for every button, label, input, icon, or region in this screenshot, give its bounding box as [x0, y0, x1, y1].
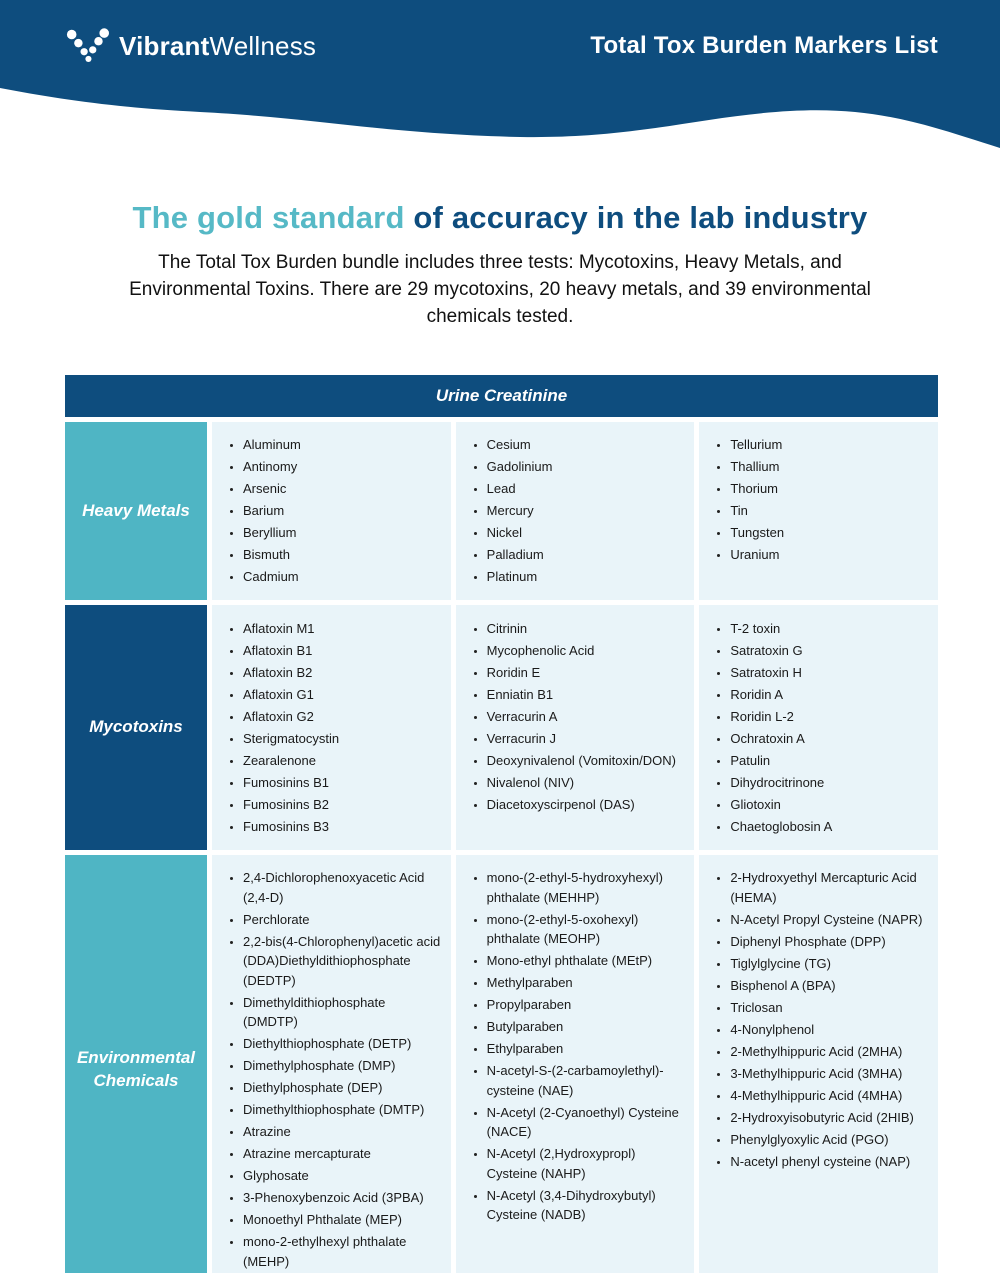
- marker-list: [703, 868, 928, 1171]
- marker-item: • Bismuth: [243, 545, 441, 565]
- marker-item: • Deoxynivalenol (Vomitoxin/DON): [487, 751, 685, 771]
- marker-list-cell: [212, 855, 451, 1273]
- marker-item: • Monoethyl Phthalate (MEP): [243, 1210, 441, 1230]
- marker-item: • Aflatoxin B1: [243, 641, 441, 661]
- brand-logo: [65, 26, 316, 66]
- marker-item: • Enniatin B1: [487, 685, 685, 705]
- table-row: [65, 855, 938, 1273]
- marker-item: • Aflatoxin B2: [243, 663, 441, 683]
- marker-item: • Mycophenolic Acid: [487, 641, 685, 661]
- marker-item: • Propylparaben: [487, 995, 685, 1015]
- marker-item: • Ethylparaben: [487, 1039, 685, 1059]
- page-title: [0, 200, 1000, 236]
- marker-item: • Fumosinins B1: [243, 773, 441, 793]
- header-banner: [0, 0, 1000, 160]
- marker-item: • Roridin E: [487, 663, 685, 683]
- table-header: Urine Creatinine: [65, 375, 938, 417]
- marker-item: • Cadmium: [243, 567, 441, 587]
- marker-item: • 2-Hydroxyethyl Mercapturic Acid (HEMA): [730, 868, 928, 907]
- document-title: Total Tox Burden Markers List: [590, 32, 938, 59]
- marker-item: • Aflatoxin M1: [243, 619, 441, 639]
- marker-item: • Dimethylphosphate (DMP): [243, 1056, 441, 1076]
- page-title-highlight: The gold standard: [132, 200, 405, 235]
- marker-item: • N-Acetyl Propyl Cysteine (NAPR): [730, 910, 928, 930]
- marker-item: • Beryllium: [243, 523, 441, 543]
- marker-item: • Tiglylglycine (TG): [730, 954, 928, 974]
- marker-item: • Dihydrocitrinone: [730, 773, 928, 793]
- marker-item: • Gliotoxin: [730, 795, 928, 815]
- marker-item: • Fumosinins B3: [243, 817, 441, 837]
- marker-list-cell: [456, 855, 695, 1273]
- marker-item: • Roridin A: [730, 685, 928, 705]
- marker-item: • Nivalenol (NIV): [487, 773, 685, 793]
- table-row: [65, 422, 938, 601]
- marker-item: • Lead: [487, 479, 685, 499]
- header-content: [65, 26, 938, 66]
- marker-item: • Thallium: [730, 457, 928, 477]
- vibrant-wellness-logo-icon: [65, 26, 109, 66]
- marker-item: • Dimethylthiophosphate (DMTP): [243, 1100, 441, 1120]
- marker-item: • Triclosan: [730, 998, 928, 1018]
- intro-description: The Total Tox Burden bundle includes three tests: Mycotoxins, Heavy Metals, and Environmental Toxins. There are 29 mycotoxins, 20 heavy metals, and 39 environmental chemicals tested.: [129, 252, 871, 327]
- marker-item: • mono-2-ethylhexyl phthalate (MEHP): [243, 1232, 441, 1271]
- marker-item: • Verracurin A: [487, 707, 685, 727]
- marker-item: • Barium: [243, 501, 441, 521]
- marker-item: • mono-(2-ethyl-5-hydroxyhexyl) phthalate (MEHHP): [487, 868, 685, 907]
- marker-list-cell: [699, 605, 938, 850]
- marker-item: • 2,4-Dichlorophenoxyacetic Acid (2,4-D): [243, 868, 441, 907]
- marker-item: • N-acetyl-S-(2-carbamoylethyl)-cysteine (NAE): [487, 1061, 685, 1100]
- marker-item: • Tin: [730, 501, 928, 521]
- marker-item: • Thorium: [730, 479, 928, 499]
- marker-item: • mono-(2-ethyl-5-oxohexyl) phthalate (MEOHP): [487, 910, 685, 949]
- marker-item: • Antinomy: [243, 457, 441, 477]
- marker-item: • Bisphenol A (BPA): [730, 976, 928, 996]
- marker-list-cell: [456, 422, 695, 601]
- brand-name-light: Wellness: [209, 30, 317, 61]
- row-label: Mycotoxins: [65, 605, 207, 850]
- marker-list: [460, 619, 685, 815]
- marker-item: • Diacetoxyscirpenol (DAS): [487, 795, 685, 815]
- marker-item: • T-2 toxin: [730, 619, 928, 639]
- marker-item: • Uranium: [730, 545, 928, 565]
- marker-list-cell: [699, 855, 938, 1273]
- row-label: Environmental Chemicals: [65, 855, 207, 1273]
- marker-item: • Diethylthiophosphate (DETP): [243, 1034, 441, 1054]
- marker-item: • Diethylphosphate (DEP): [243, 1078, 441, 1098]
- marker-item: • Mercury: [487, 501, 685, 521]
- marker-item: • Nickel: [487, 523, 685, 543]
- marker-item: • Roridin L-2: [730, 707, 928, 727]
- marker-item: • N-Acetyl (3,4-Dihydroxybutyl) Cysteine (NADB): [487, 1186, 685, 1225]
- marker-item: • Fumosinins B2: [243, 795, 441, 815]
- marker-item: • 2-Methylhippuric Acid (2MHA): [730, 1042, 928, 1062]
- marker-list: [703, 435, 928, 565]
- marker-item: • Citrinin: [487, 619, 685, 639]
- marker-item: • Mono-ethyl phthalate (MEtP): [487, 951, 685, 971]
- marker-item: • 2,2-bis(4-Chlorophenyl)acetic acid (DDA)Diethyldithiophosphate (DEDTP): [243, 932, 441, 991]
- marker-item: • Cesium: [487, 435, 685, 455]
- marker-list-cell: [456, 605, 695, 850]
- marker-item: • Arsenic: [243, 479, 441, 499]
- marker-list-cell: [212, 422, 451, 601]
- markers-table: [65, 375, 938, 1273]
- header-wave: [0, 0, 1000, 160]
- marker-item: • Aluminum: [243, 435, 441, 455]
- marker-list: [703, 619, 928, 837]
- marker-item: • Methylparaben: [487, 973, 685, 993]
- marker-item: • Butylparaben: [487, 1017, 685, 1037]
- marker-list: [460, 868, 685, 1225]
- marker-item: • Platinum: [487, 567, 685, 587]
- marker-list: [460, 435, 685, 587]
- marker-item: • Atrazine: [243, 1122, 441, 1142]
- marker-item: • N-Acetyl (2-Cyanoethyl) Cysteine (NACE): [487, 1103, 685, 1142]
- marker-item: • Verracurin J: [487, 729, 685, 749]
- brand-name: [119, 31, 316, 62]
- marker-list-cell: [212, 605, 451, 850]
- marker-list: [216, 619, 441, 837]
- table-row: [65, 605, 938, 850]
- marker-item: • Dimethyldithiophosphate (DMDTP): [243, 993, 441, 1032]
- marker-list: [216, 868, 441, 1271]
- marker-item: • Phenylglyoxylic Acid (PGO): [730, 1130, 928, 1150]
- marker-item: • Satratoxin G: [730, 641, 928, 661]
- marker-list-cell: [699, 422, 938, 601]
- marker-item: • 4-Nonylphenol: [730, 1020, 928, 1040]
- marker-item: • Ochratoxin A: [730, 729, 928, 749]
- marker-list: [216, 435, 441, 587]
- marker-item: • N-acetyl phenyl cysteine (NAP): [730, 1152, 928, 1172]
- marker-item: • Aflatoxin G1: [243, 685, 441, 705]
- marker-item: • Aflatoxin G2: [243, 707, 441, 727]
- intro-section: [0, 188, 1000, 331]
- marker-item: • Perchlorate: [243, 910, 441, 930]
- marker-item: • Sterigmatocystin: [243, 729, 441, 749]
- marker-item: • Tungsten: [730, 523, 928, 543]
- marker-item: • Palladium: [487, 545, 685, 565]
- marker-item: • Tellurium: [730, 435, 928, 455]
- table-body: [65, 422, 938, 1273]
- marker-item: • 4-Methylhippuric Acid (4MHA): [730, 1086, 928, 1106]
- marker-item: • N-Acetyl (2,Hydroxypropl) Cysteine (NAHP): [487, 1144, 685, 1183]
- marker-item: • Glyphosate: [243, 1166, 441, 1186]
- page-title-rest: of accuracy in the lab industry: [404, 200, 868, 235]
- marker-item: • 3-Methylhippuric Acid (3MHA): [730, 1064, 928, 1084]
- marker-item: • Satratoxin H: [730, 663, 928, 683]
- row-label: Heavy Metals: [65, 422, 207, 601]
- marker-item: • Diphenyl Phosphate (DPP): [730, 932, 928, 952]
- marker-item: • 3-Phenoxybenzoic Acid (3PBA): [243, 1188, 441, 1208]
- marker-item: • Gadolinium: [487, 457, 685, 477]
- marker-item: • Atrazine mercapturate: [243, 1144, 441, 1164]
- marker-item: • Chaetoglobosin A: [730, 817, 928, 837]
- marker-item: • Patulin: [730, 751, 928, 771]
- marker-item: • 2-Hydroxyisobutyric Acid (2HIB): [730, 1108, 928, 1128]
- brand-name-bold: Vibrant: [119, 30, 210, 61]
- marker-item: • Zearalenone: [243, 751, 441, 771]
